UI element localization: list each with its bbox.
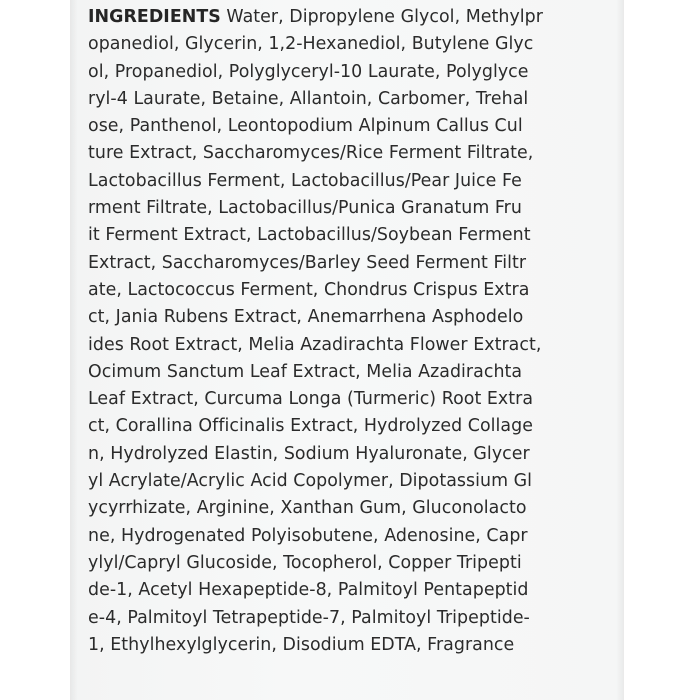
ingredients-line: ate, Lactococcus Ferment, Chondrus Crispus Extra xyxy=(88,279,530,300)
ingredients-line: ylyl/Capryl Glucoside, Tocopherol, Copper Tripepti xyxy=(88,552,522,573)
label-edge-shadow-right xyxy=(616,0,624,700)
ingredients-line: ycyrrhizate, Arginine, Xanthan Gum, Gluconolacto xyxy=(88,498,527,519)
ingredients-line: ct, Jania Rubens Extract, Anemarrhena Asphodelo xyxy=(88,307,524,328)
ingredients-line: ides Root Extract, Melia Azadirachta Flower Extract, xyxy=(88,334,542,355)
ingredients-line: ol, Propanediol, Polyglyceryl-10 Laurate, Polyglyce xyxy=(88,61,529,82)
ingredients-line xyxy=(88,4,616,31)
ingredients-line: Ocimum Sanctum Leaf Extract, Melia Azadirachta xyxy=(88,361,523,382)
ingredients-line: 1, Ethylhexylglycerin, Disodium EDTA, Fragrance xyxy=(88,634,515,655)
ingredients-line: opanediol, Glycerin, 1,2-Hexanediol, Butylene Glyc xyxy=(88,34,534,55)
ingredients-line: e-4, Palmitoyl Tetrapeptide-7, Palmitoyl Tripeptide- xyxy=(88,607,530,628)
ingredients-line: yl Acrylate/Acrylic Acid Copolymer, Dipotassium Gl xyxy=(88,471,533,492)
ingredients-line: n, Hydrolyzed Elastin, Sodium Hyaluronate, Glycer xyxy=(88,443,530,464)
ingredients-line: Extract, Saccharomyces/Barley Seed Ferment Filtr xyxy=(88,252,527,273)
ingredients-line: ture Extract, Saccharomyces/Rice Ferment Filtrate, xyxy=(88,143,534,164)
ingredients-line: ryl-4 Laurate, Betaine, Allantoin, Carbomer, Trehal xyxy=(88,88,529,109)
ingredients-line: ct, Corallina Officinalis Extract, Hydrolyzed Collage xyxy=(88,416,533,437)
ingredients-line: ne, Hydrogenated Polyisobutene, Adenosine, Capr xyxy=(88,525,528,546)
ingredients-line: it Ferment Extract, Lactobacillus/Soybean Ferment xyxy=(88,225,531,246)
ingredients-line: Lactobacillus Ferment, Lactobacillus/Pear Juice Fe xyxy=(88,170,522,191)
ingredients-heading: INGREDIENTS xyxy=(88,7,221,27)
ingredients-line: rment Filtrate, Lactobacillus/Punica Granatum Fru xyxy=(88,198,522,219)
ingredients-line: de-1, Acetyl Hexapeptide-8, Palmitoyl Pentapeptid xyxy=(88,580,529,601)
ingredients-line: ose, Panthenol, Leontopodium Alpinum Callus Cul xyxy=(88,116,523,137)
ingredients-line: Leaf Extract, Curcuma Longa (Turmeric) Root Extra xyxy=(88,389,534,410)
ingredients-line-text: Water, Dipropylene Glycol, Methylpr xyxy=(220,7,543,27)
label-edge-shadow-left xyxy=(70,0,78,700)
ingredients-list xyxy=(88,4,616,659)
